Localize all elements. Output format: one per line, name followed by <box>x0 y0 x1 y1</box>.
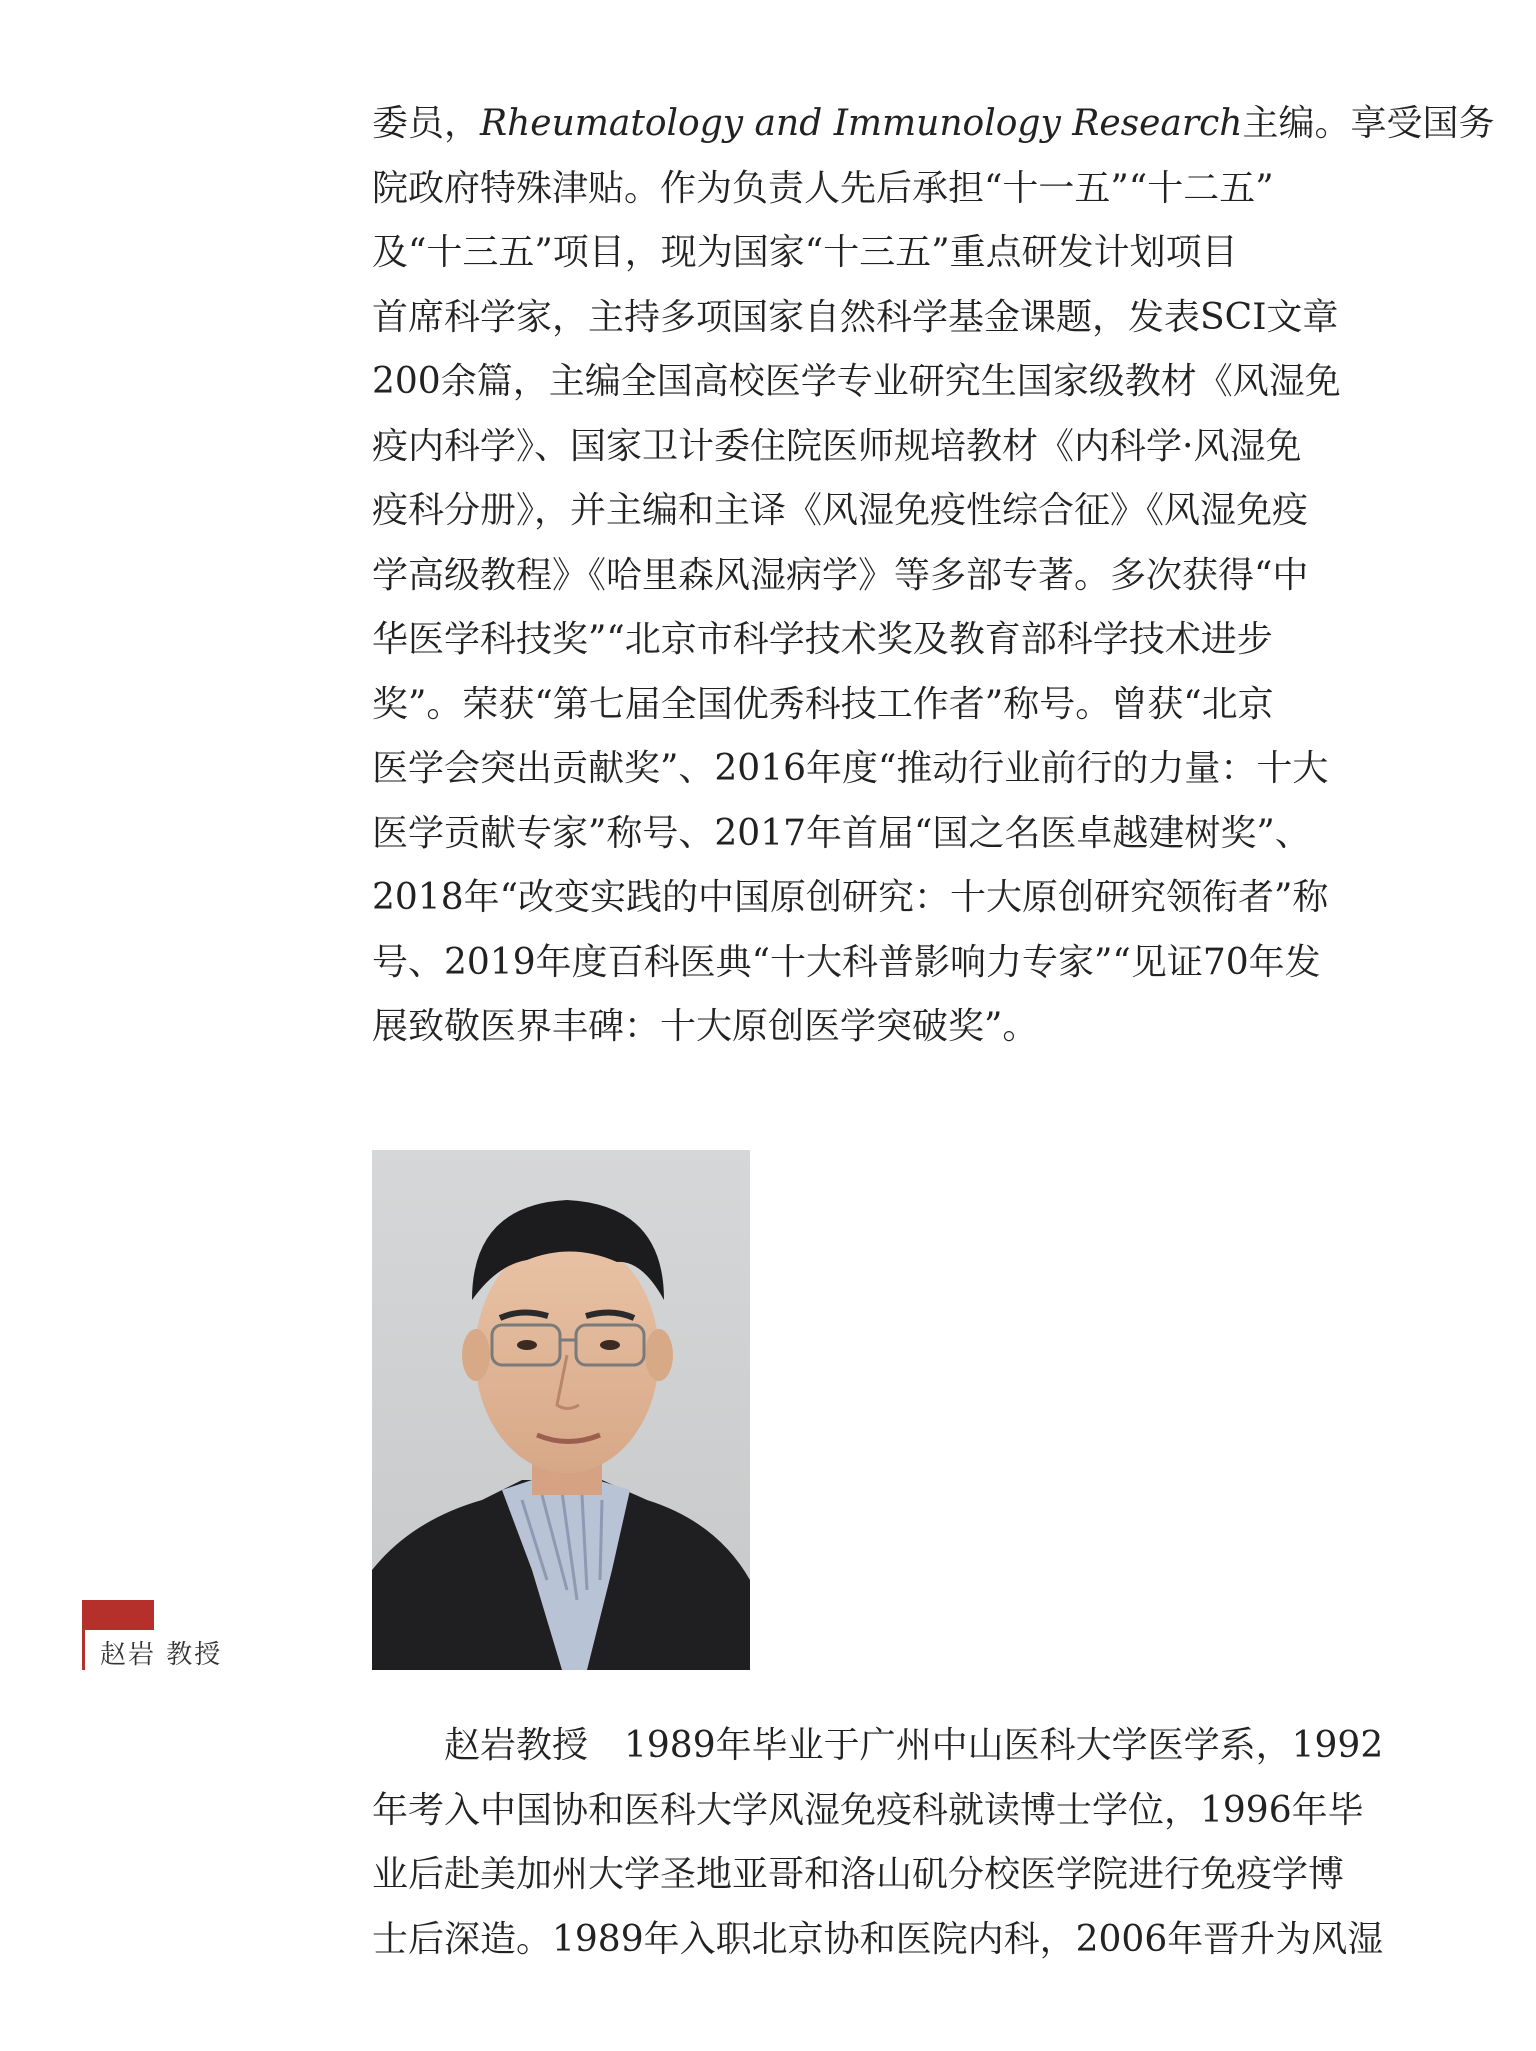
biography-text-top <box>372 92 1495 1060</box>
bio-line: 展致敬医界丰碑：十大原创医学突破奖”。 <box>372 1006 1039 1047</box>
bio-line: 疫科分册》，并主编和主译《风湿免疫性综合征》《风湿免疫 <box>372 490 1309 531</box>
bio-line: 学高级教程》《哈里森风湿病学》等多部专著。多次获得“中 <box>372 554 1309 596</box>
bio-line: 院政府特殊津贴。作为负责人先后承担“十一五”“十二五” <box>372 167 1274 209</box>
bio-line: 士后深造。1989年入职北京协和医院内科，2006年晋升为风湿 <box>372 1918 1384 1960</box>
bio-line <box>372 92 1495 157</box>
portrait-illustration <box>372 1150 750 1670</box>
bio-line: 业后赴美加州大学圣地亚哥和洛山矶分校医学院进行免疫学博 <box>372 1854 1345 1895</box>
bio-line: 奖”。荣获“第七届全国优秀科技工作者”称号。曾获“北京 <box>372 683 1274 725</box>
bio-line: 年考入中国协和医科大学风湿免疫科就读博士学位，1996年毕 <box>372 1789 1364 1831</box>
bio-line-segment: 委员， <box>372 103 481 144</box>
bio-line: 赵岩教授 1989年毕业于广州中山医科大学医学系，1992 <box>372 1725 1384 1766</box>
bio-line: 号、2019年度百科医典“十大科普影响力专家”“见证70年发 <box>372 941 1321 983</box>
bio-line: 医学贡献专家”称号、2017年首届“国之名医卓越建树奖”、 <box>372 812 1311 854</box>
photo-caption: 赵岩 教授 <box>100 1640 223 1670</box>
bio-line: 2018年“改变实践的中国原创研究：十大原创研究领衔者”称 <box>372 877 1329 918</box>
caption-flag <box>82 1600 154 1630</box>
biography-text-bottom <box>372 1714 1384 1972</box>
journal-title: Rheumatology and Immunology Research <box>480 103 1243 144</box>
bio-line: 华医学科技奖”“北京市科学技术奖及教育部科学技术进步 <box>372 619 1273 660</box>
bio-line: 医学会突出贡献奖”、2016年度“推动行业前行的力量：十大 <box>372 748 1329 789</box>
bio-line: 疫内科学》、国家卫计委住院医师规培教材《内科学·风湿免 <box>372 425 1302 467</box>
bio-line: 及“十三五”项目，现为国家“十三五”重点研发计划项目 <box>372 232 1238 273</box>
bio-line: 200余篇，主编全国高校医学专业研究生国家级教材《风湿免 <box>372 361 1341 402</box>
portrait-photo <box>372 1150 750 1670</box>
bio-line: 首席科学家，主持多项国家自然科学基金课题，发表SCI文章 <box>372 296 1339 338</box>
caption-flag-pole <box>82 1630 85 1670</box>
bio-line-segment: 主编。享受国务 <box>1242 103 1495 144</box>
